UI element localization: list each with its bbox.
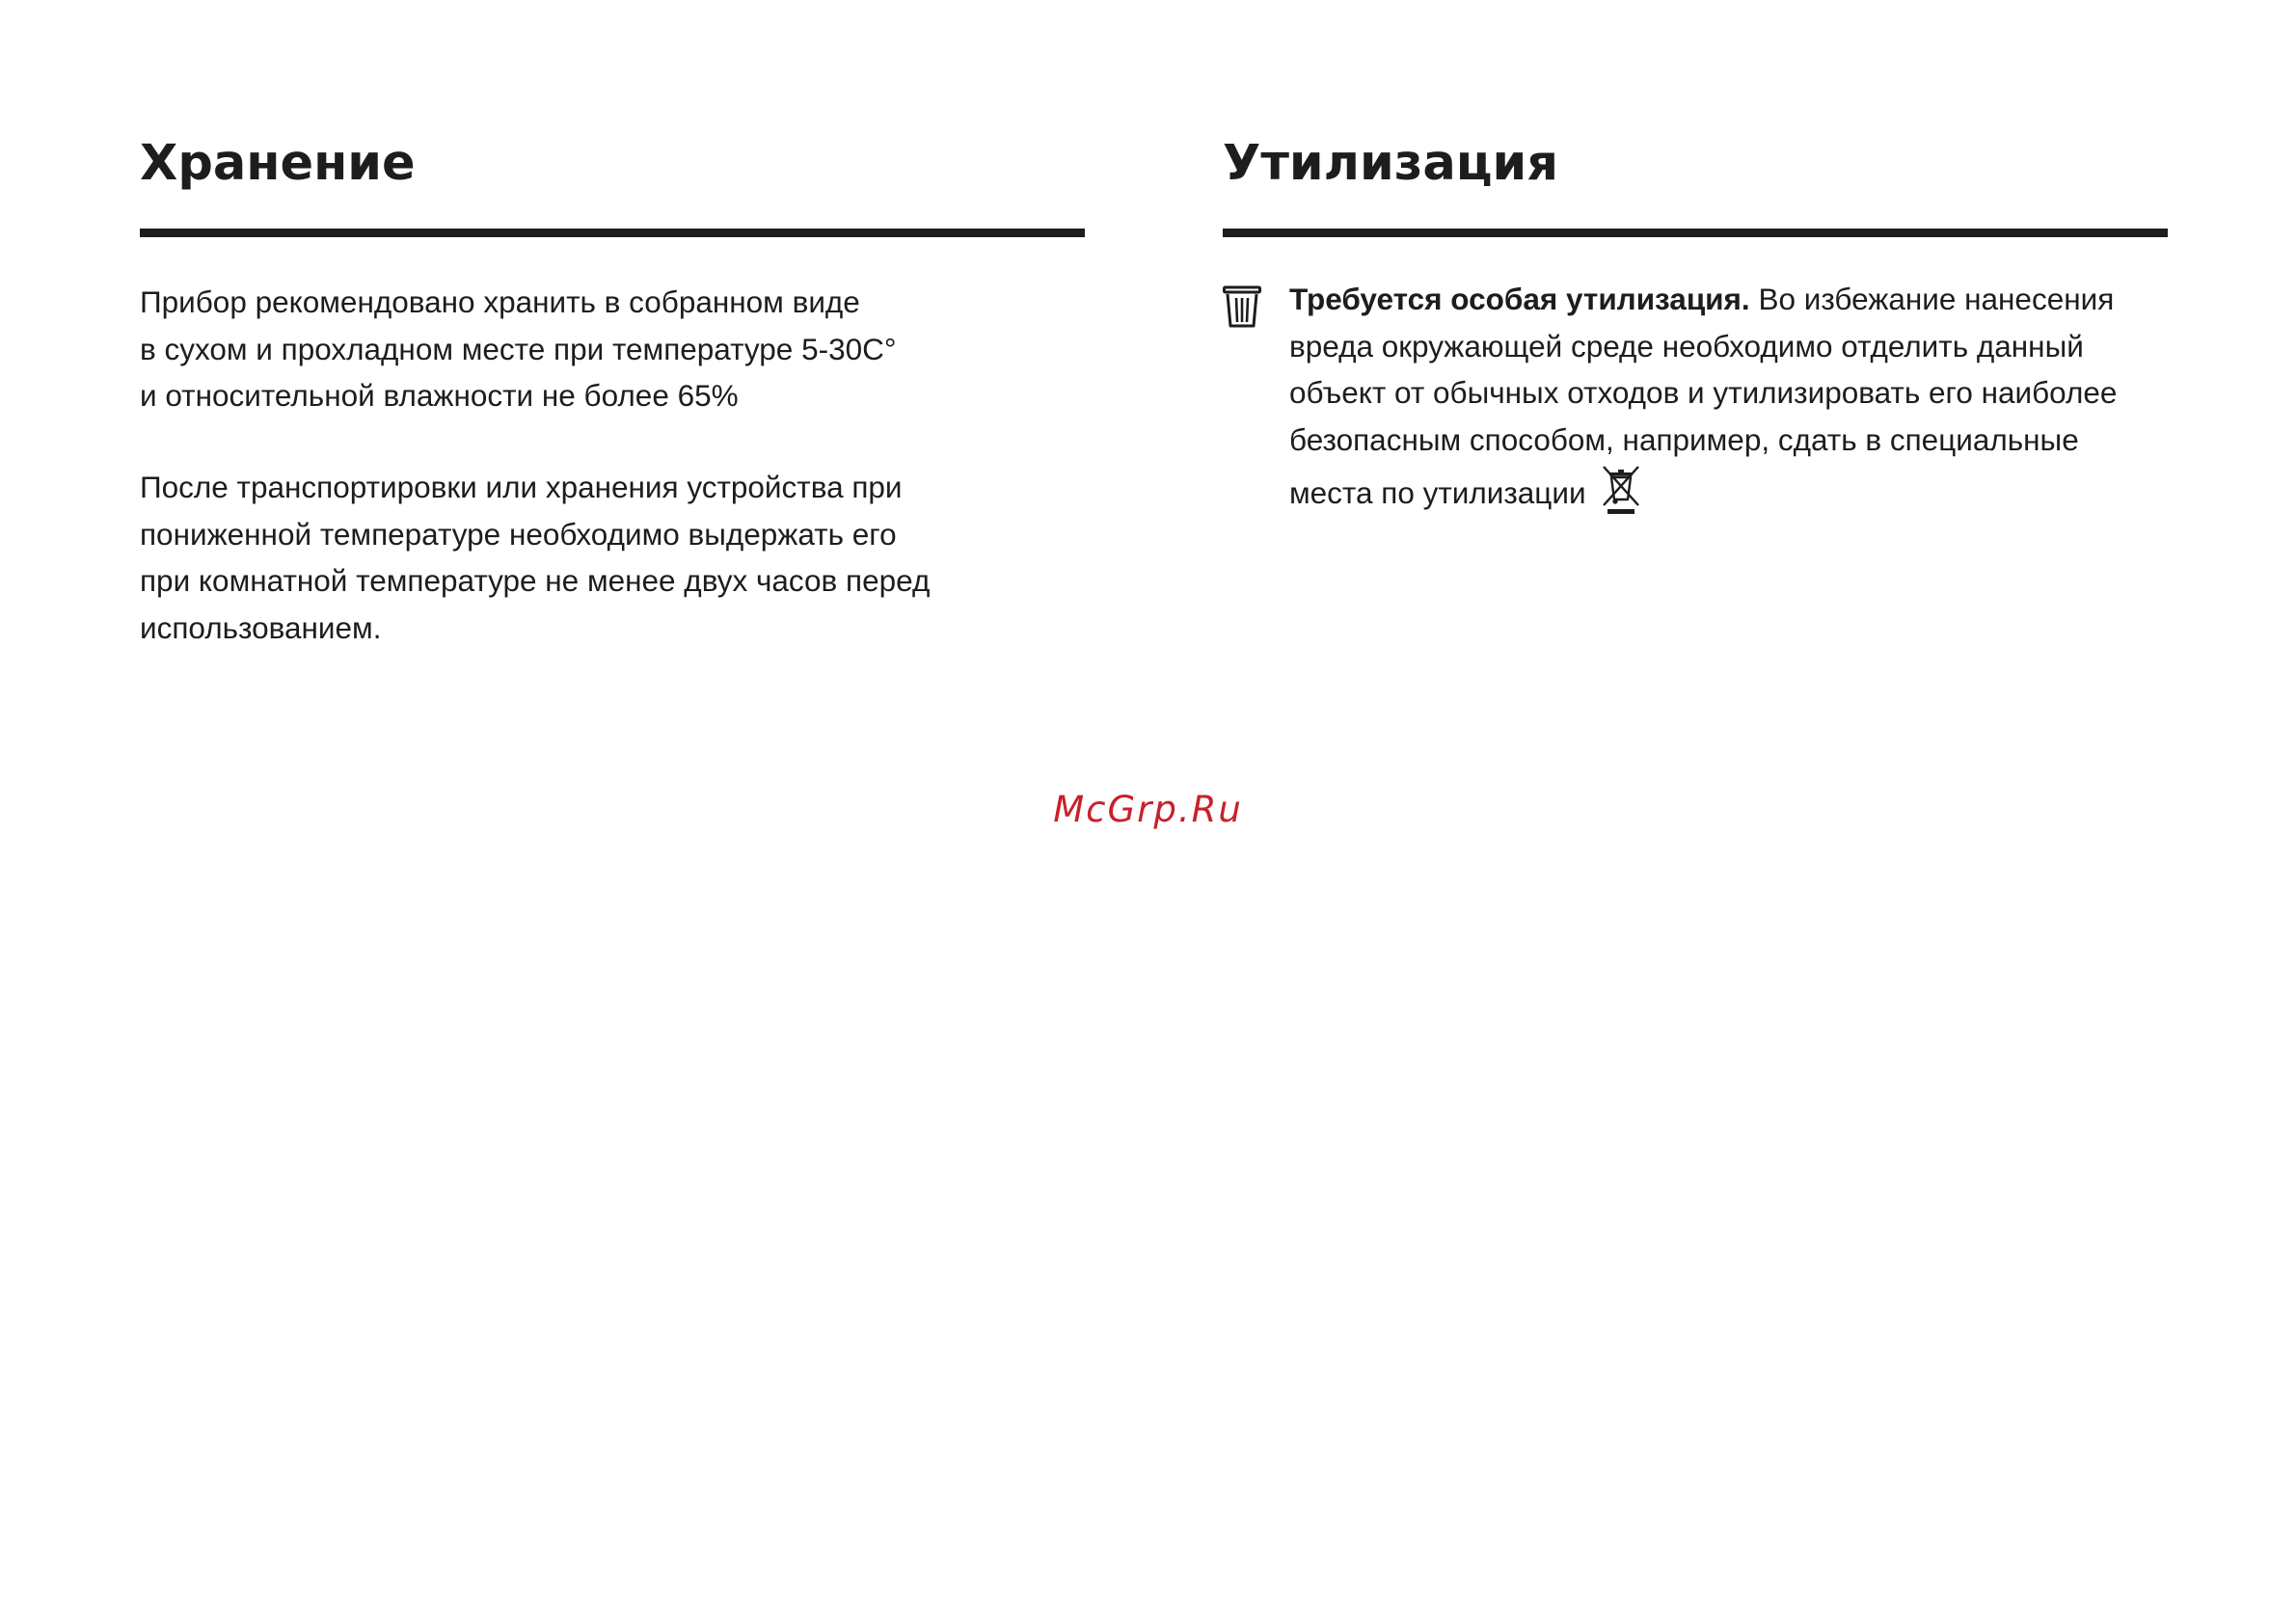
- storage-p1-line: и относительной влажности не более 65%: [140, 378, 739, 413]
- disposal-line: безопасным способом, например, сдать в специальные: [1289, 421, 2079, 457]
- storage-p2-line: пониженной температуре необходимо выдержать его: [140, 516, 897, 552]
- storage-p2-line: при комнатной температуре не менее двух часов перед: [140, 563, 931, 598]
- watermark: McGrp.Ru: [1053, 789, 1243, 830]
- storage-divider: [140, 229, 1085, 237]
- disposal-line: [1289, 276, 2117, 323]
- storage-p2-line: использованием.: [140, 609, 382, 645]
- disposal-line: вреда окружающей среде необходимо отделить данный: [1289, 328, 2084, 364]
- crossed-out-wheelie-bin-icon: [1598, 463, 1644, 517]
- disposal-lead: Требуется особая утилизация.: [1289, 282, 1750, 316]
- storage-title: Хранение: [140, 135, 416, 192]
- storage-paragraph-2: [140, 464, 930, 651]
- disposal-last-text: места по утилизации: [1289, 475, 1586, 510]
- disposal-title: Утилизация: [1223, 135, 1559, 192]
- disposal-line-rest: Во избежание нанесения: [1749, 282, 2115, 316]
- disposal-line-last: [1289, 463, 2117, 517]
- storage-p2-line: После транспортировки или хранения устройства при: [140, 470, 903, 504]
- disposal-divider: [1223, 229, 2168, 237]
- disposal-line: объект от обычных отходов и утилизировать его наиболее: [1289, 375, 2118, 410]
- disposal-paragraph: [1289, 276, 2117, 517]
- storage-p1-line: Прибор рекомендовано хранить в собранном виде: [140, 284, 860, 319]
- trash-bin-icon: [1223, 285, 1261, 328]
- storage-p1-line: в сухом и прохладном месте при температуре 5-30С°: [140, 331, 897, 366]
- storage-paragraph-1: [140, 279, 896, 419]
